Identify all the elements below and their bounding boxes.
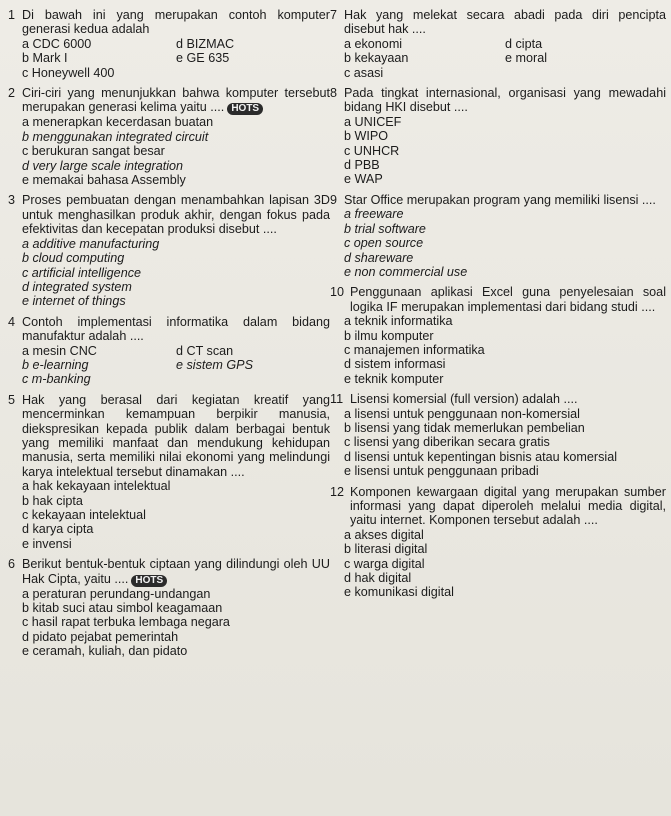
question-text: Lisensi komersial (full version) adalah ....: [350, 392, 578, 407]
option-a: a akses digital: [344, 527, 424, 542]
right-column: [330, 8, 666, 606]
left-column: [8, 8, 330, 665]
question-1: [8, 8, 330, 80]
option-d: d integrated system: [22, 279, 132, 294]
question-text: Komponen kewargaan digital yang merupakan sumber informasi yang dapat diperoleh melalui media digital, yaitu internet. Komponen tersebut adalah ....: [350, 484, 666, 528]
option-d: d BIZMAC: [176, 36, 235, 51]
option-a: a peraturan perundang-undangan: [22, 586, 211, 601]
option-b: b Mark I: [22, 51, 68, 66]
option-c: c artificial intelligence: [22, 265, 141, 280]
option-b: b ilmu komputer: [344, 328, 434, 343]
option-e: e teknik komputer: [344, 371, 444, 386]
option-c: c lisensi yang diberikan secara gratis: [344, 435, 550, 450]
option-a: a additive manufacturing: [22, 236, 160, 251]
question-text: Contoh implementasi informatika dalam bidang manufaktur adalah ....: [22, 314, 330, 344]
option-row: [8, 37, 330, 51]
option-e: e GE 635: [176, 51, 230, 66]
option-b: b literasi digital: [344, 542, 428, 557]
question-12: [330, 485, 666, 600]
option-d: d PBB: [344, 158, 380, 173]
option-row: [8, 344, 330, 358]
option-e: e ceramah, kuliah, dan pidato: [22, 644, 188, 659]
question-number: 3: [8, 193, 16, 208]
option-b: b lisensi yang tidak memerlukan pembelian: [344, 420, 585, 435]
question-number: 10: [330, 285, 345, 300]
option-a: a freeware: [344, 207, 404, 222]
option-d: d CT scan: [176, 343, 234, 358]
question-number: 2: [8, 86, 16, 101]
option-b: b kitab suci atau simbol keagamaan: [22, 601, 223, 616]
option-d: d karya cipta: [22, 522, 94, 537]
option-c: c manajemen informatika: [344, 342, 485, 357]
option-d: d very large scale integration: [22, 158, 184, 173]
option-b: b cloud computing: [22, 251, 125, 266]
option-c: c berukuran sangat besar: [22, 144, 165, 159]
question-9: [330, 193, 666, 279]
option-d: d cipta: [505, 36, 543, 51]
question-text: Ciri-ciri yang menunjukkan bahwa komputer tersebut merupakan generasi kelima yaitu ....: [22, 86, 330, 115]
option-row: [330, 66, 666, 80]
option-c: c asasi: [344, 65, 384, 80]
option-e: e sistem GPS: [176, 357, 253, 372]
option-c: c open source: [344, 236, 424, 251]
question-text: Star Office merupakan program yang memiliki lisensi ....: [344, 192, 656, 207]
option-c: c hasil rapat terbuka lembaga negara: [22, 615, 230, 630]
question-text: Hak yang melekat secara abadi pada diri pencipta disebut hak ....: [344, 8, 666, 37]
question-number: 11: [330, 392, 344, 407]
question-number: 8: [330, 86, 338, 101]
option-d: d lisensi untuk kepentingan bisnis atau komersial: [344, 449, 618, 464]
question-11: [330, 392, 666, 478]
option-b: b hak cipta: [22, 493, 83, 508]
option-e: e lisensi untuk penggunaan pribadi: [344, 464, 539, 479]
question-text: Di bawah ini yang merupakan contoh komputer generasi kedua adalah: [22, 8, 330, 37]
question-3: [8, 193, 330, 308]
option-c: c m-banking: [22, 372, 91, 387]
question-2: [8, 86, 330, 187]
option-e: e komunikasi digital: [344, 585, 454, 600]
question-text: Proses pembuatan dengan menambahkan lapisan 3D untuk menghasilkan produk akhir, dengan fokus pada efektivitas dan kecepatan produksi disebut ....: [22, 193, 330, 237]
question-text: Pada tingkat internasional, organisasi yang mewadahi bidang HKI disebut ....: [344, 86, 666, 115]
option-a: a UNICEF: [344, 114, 402, 129]
option-d: d hak digital: [344, 571, 412, 586]
option-e: e moral: [505, 51, 547, 66]
option-e: e non commercial use: [344, 264, 468, 279]
question-5: [8, 393, 330, 551]
option-a: a teknik informatika: [344, 314, 453, 329]
option-row: [8, 372, 330, 386]
option-row: [330, 51, 666, 65]
option-b: b e-learning: [22, 357, 89, 372]
option-a: a ekonomi: [344, 36, 403, 51]
question-4: [8, 315, 330, 387]
option-a: a lisensi untuk penggunaan non-komersial: [344, 406, 580, 421]
question-number: 9: [330, 192, 338, 207]
option-e: e WAP: [344, 172, 383, 187]
option-b: b WIPO: [344, 129, 389, 144]
option-d: d sistem informasi: [344, 357, 446, 372]
option-e: e memakai bahasa Assembly: [22, 173, 186, 188]
question-text: Penggunaan aplikasi Excel guna penyelesaian soal logika IF merupakan implementasi dari bidang studi ....: [350, 285, 666, 314]
option-d: d pidato pejabat pemerintah: [22, 629, 179, 644]
option-c: c Honeywell 400: [22, 65, 115, 80]
hots-badge: HOTS: [131, 575, 167, 587]
option-row: [8, 51, 330, 65]
question-number: 6: [8, 557, 16, 572]
question-number: 1: [8, 8, 16, 22]
question-text: Berikut bentuk-bentuk ciptaan yang dilindungi oleh UU Hak Cipta, yaitu ....: [22, 557, 330, 586]
option-d: d shareware: [344, 250, 414, 265]
question-text: Hak yang berasal dari kegiatan kreatif yang mencerminkan kemampuan berpikir manusia, diekspresikan kepada publik dalam berbagai bentuk yang memiliki manfaat dan mendukung kehidupan manusia, serta memiliki nilai ekonomi yang melindungi karya intelektual tersebut dinamakan ....: [22, 392, 330, 479]
option-b: b kekayaan: [344, 51, 409, 66]
question-10: [330, 285, 666, 386]
option-row: [8, 358, 330, 372]
option-row: [8, 66, 330, 80]
question-7: [330, 8, 666, 80]
question-number: 12: [330, 484, 345, 499]
option-a: a CDC 6000: [22, 36, 92, 51]
option-c: c kekayaan intelektual: [22, 508, 146, 522]
option-e: e internet of things: [22, 294, 126, 309]
option-row: [330, 37, 666, 51]
option-c: c UNHCR: [344, 143, 400, 158]
question-number: 5: [8, 392, 16, 407]
question-8: [330, 86, 666, 187]
option-a: a hak kekayaan intelektual: [22, 479, 171, 494]
question-number: 4: [8, 314, 16, 329]
option-a: a mesin CNC: [22, 343, 97, 358]
option-a: a menerapkan kecerdasan buatan: [22, 115, 214, 130]
hots-badge: HOTS: [227, 103, 263, 115]
question-number: 7: [330, 8, 338, 22]
option-c: c warga digital: [344, 556, 425, 571]
option-b: b menggunakan integrated circuit: [22, 129, 209, 144]
option-e: e invensi: [22, 536, 72, 551]
option-b: b trial software: [344, 221, 426, 236]
question-6: [8, 557, 330, 658]
